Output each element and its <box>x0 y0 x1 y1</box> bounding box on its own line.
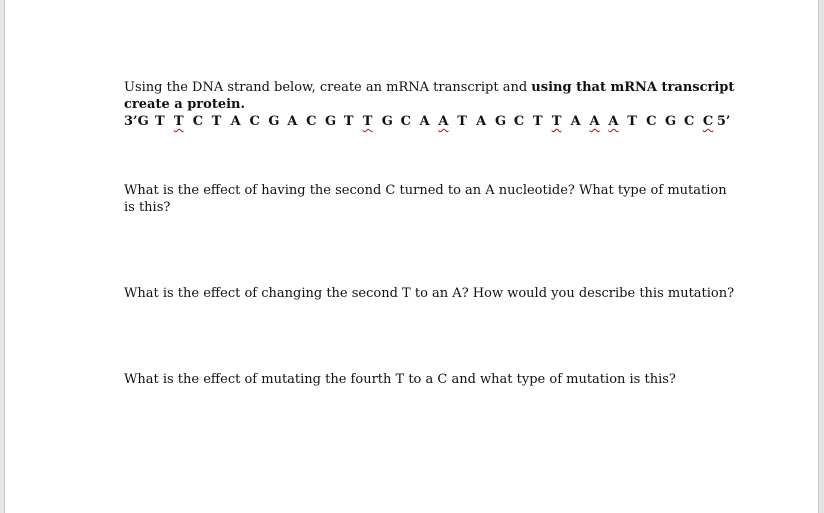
dna-base: A <box>230 114 241 129</box>
dna-base: T <box>155 114 165 129</box>
spellcheck-squiggle: T <box>362 114 373 129</box>
dna-base: T <box>457 114 467 129</box>
spellcheck-squiggle: A <box>589 114 600 129</box>
dna-base: A <box>476 114 487 129</box>
instruction-line-1 <box>124 79 734 96</box>
dna-base <box>438 113 457 130</box>
dna-base: C <box>306 114 317 129</box>
strand-start-label: 3’G <box>124 114 149 129</box>
spellcheck-squiggle: T <box>173 114 184 129</box>
dna-base <box>589 113 608 130</box>
dna-base: G <box>495 114 507 129</box>
dna-base: T <box>627 114 637 129</box>
dna-base: T <box>532 114 543 129</box>
strand-end-label: 5’ <box>716 114 731 129</box>
dna-base: C <box>683 114 695 129</box>
dna-strand <box>124 113 730 130</box>
question-1-line-2: is this? <box>124 200 171 215</box>
instruction-line-2 <box>124 96 245 113</box>
question-2: What is the effect of changing the second T to an A? How would you describe this mutation? <box>124 286 735 301</box>
spellcheck-squiggle: A <box>438 114 449 129</box>
dna-base: C <box>192 114 204 129</box>
dna-base <box>703 113 717 130</box>
dna-base: T <box>343 114 354 129</box>
instruction-bold-text-2: create a protein <box>124 97 241 112</box>
document-page[interactable] <box>5 0 818 513</box>
spellcheck-squiggle: C <box>702 114 714 129</box>
dna-base <box>608 113 627 130</box>
page-right-margin <box>818 0 824 513</box>
question-1-line-1: What is the effect of having the second C turned to an A nucleotide? What type of mutation <box>124 183 727 198</box>
dna-base <box>174 113 193 130</box>
dna-base: G <box>268 114 280 129</box>
instruction-text: Using the DNA strand below, create an mRNA transcript and <box>124 80 532 95</box>
dna-base: G <box>325 114 337 129</box>
dna-base <box>363 113 382 130</box>
dna-base: A <box>570 114 581 129</box>
dna-base <box>552 113 571 130</box>
dna-base: C <box>400 114 411 129</box>
dna-base: A <box>287 114 298 129</box>
dna-base: T <box>211 114 222 129</box>
spellcheck-squiggle: A <box>608 114 619 129</box>
dna-base: C <box>646 114 657 129</box>
dna-base: A <box>419 114 430 129</box>
instruction-period: . <box>240 97 246 112</box>
dna-base: C <box>249 114 260 129</box>
spellcheck-squiggle: T <box>551 114 562 129</box>
instruction-bold-text: using that mRNA transcript <box>531 80 735 95</box>
dna-base: G <box>665 114 677 129</box>
dna-base: C <box>513 114 525 129</box>
question-3: What is the effect of mutating the fourth T to a C and what type of mutation is this? <box>124 372 676 387</box>
dna-base: G <box>381 114 393 129</box>
